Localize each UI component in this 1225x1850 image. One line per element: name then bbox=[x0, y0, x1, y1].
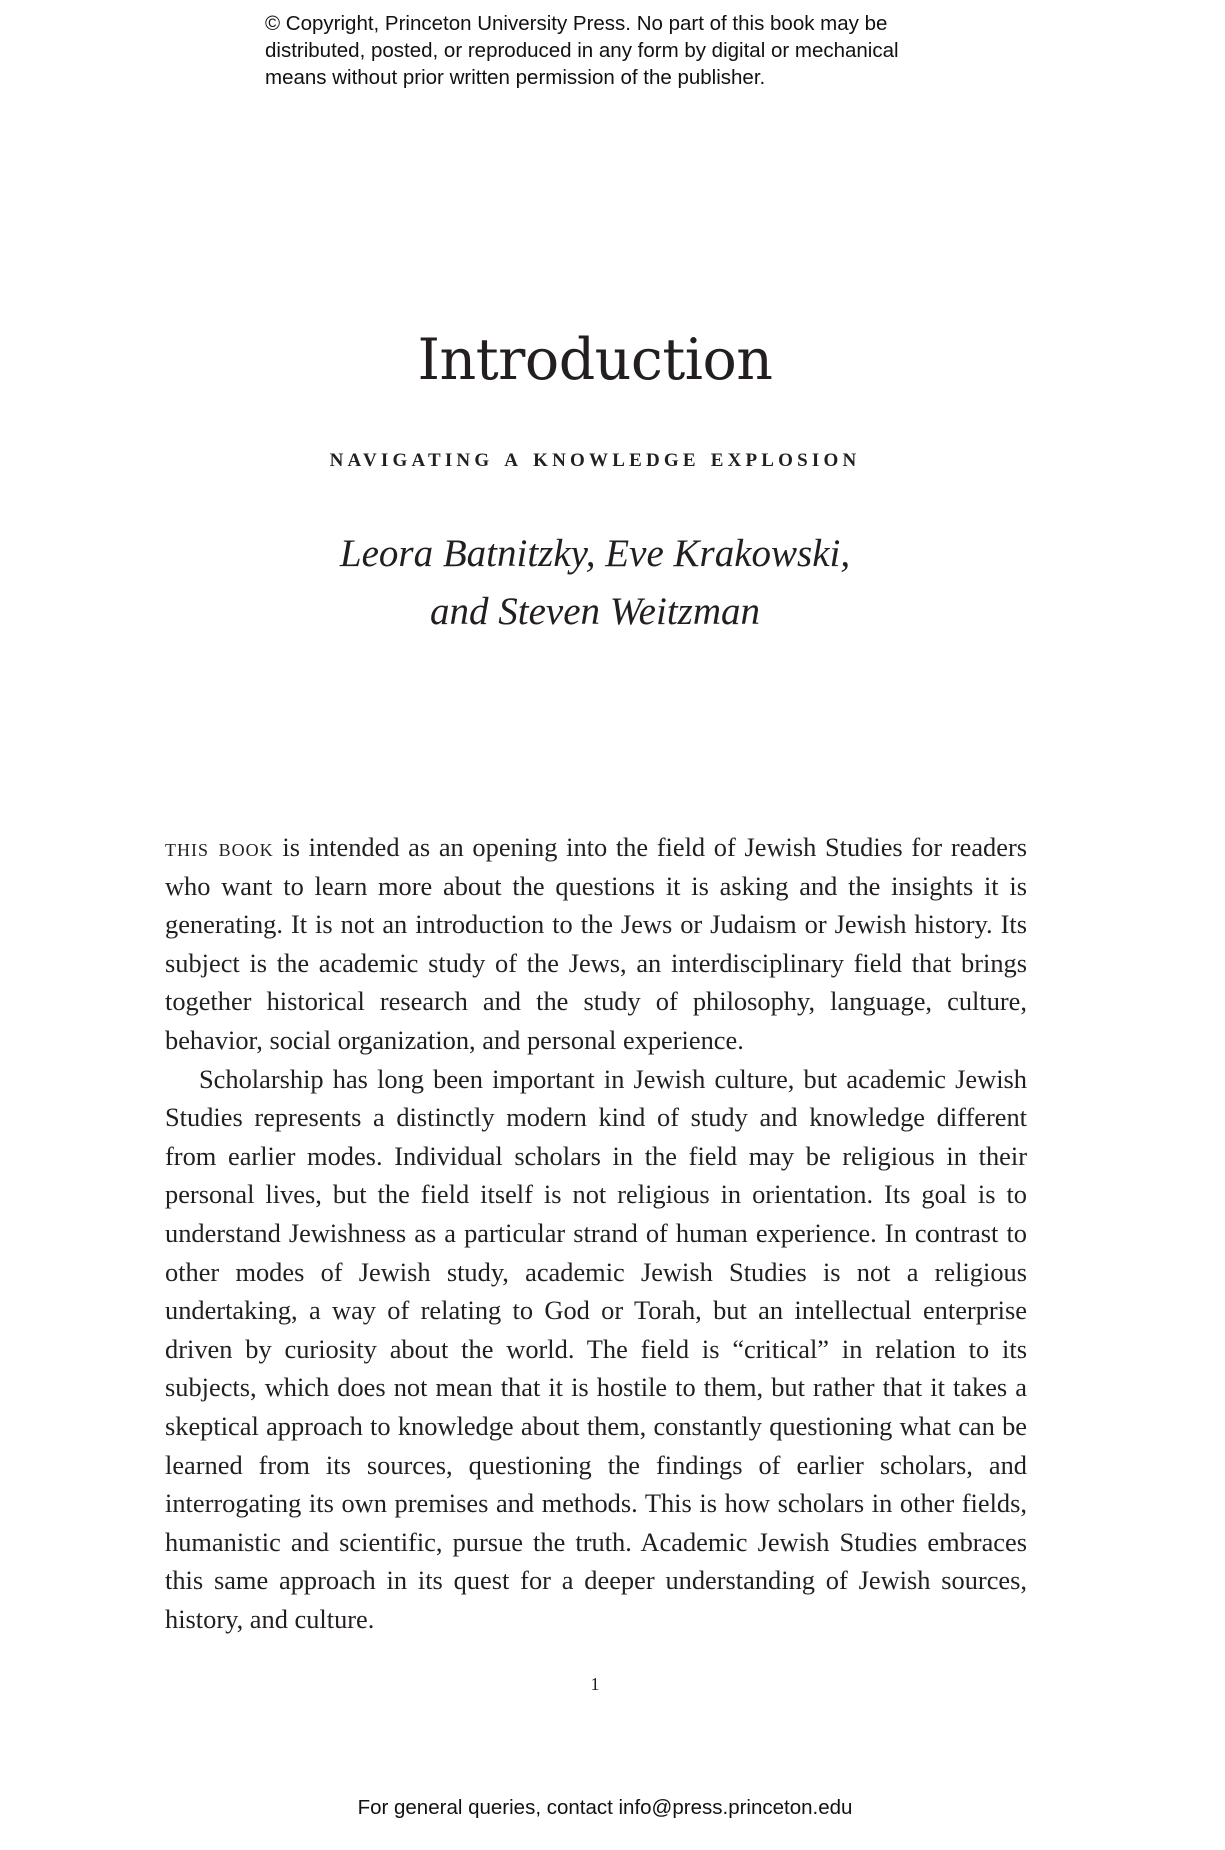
authors-line-1: Leora Batnitzky, Eve Krakowski, bbox=[339, 532, 851, 575]
paragraph-1 bbox=[165, 828, 1027, 1060]
chapter-authors bbox=[0, 525, 1190, 641]
footer-contact: For general queries, contact info@press.princeton.edu bbox=[357, 1796, 853, 1819]
body-text bbox=[165, 828, 1027, 1638]
authors-line-2: and Steven Weitzman bbox=[430, 590, 760, 633]
paragraph-1-text: is intended as an opening into the field of Jewish Studies for readers who want to learn more about the questions it is asking and the insights it is generating. It is not an introduction to the Jews or Judaism or Jewish history. Its subject is the academic study of the Jews, an interdisciplinary field that brings together historical research and the study of philosophy, language, culture, behavior, social organization, and personal experience. bbox=[165, 832, 1027, 1055]
copyright-notice: © Copyright, Princeton University Press. No part of this book may be distributed, posted, or reproduced in any form by digital or mechanical means without prior written permission of the publisher. bbox=[265, 12, 899, 89]
page-number: 1 bbox=[590, 1674, 600, 1694]
chapter-title: Introduction bbox=[417, 327, 773, 393]
lead-in-small-caps: this book bbox=[165, 832, 274, 862]
chapter-subtitle: navigating a knowledge explosion bbox=[329, 442, 861, 472]
paragraph-2: Scholarship has long been important in Jewish culture, but academic Jewish Studies represents a distinctly modern kind of study and knowledge different from earlier modes. Individual scholars in the field may be religious in their personal lives, but the field itself is not religious in orientation. Its goal is to understand Jewishness as a particular strand of human experience. In contrast to other modes of Jewish study, academic Jewish Studies is not a religious undertaking, a way of relating to God or Torah, but an intellectual enterprise driven by curiosity about the world. The field is “critical” in relation to its subjects, which does not mean that it is hostile to them, but rather that it takes a skeptical approach to knowledge about them, constantly questioning what can be learned from its sources, questioning the findings of earlier scholars, and interrogating its own premises and methods. This is how scholars in other fields, humanistic and scientific, pursue the truth. Academic Jewish Studies embraces this same approach in its quest for a deeper understanding of Jewish sources, history, and culture. bbox=[165, 1063, 1027, 1634]
